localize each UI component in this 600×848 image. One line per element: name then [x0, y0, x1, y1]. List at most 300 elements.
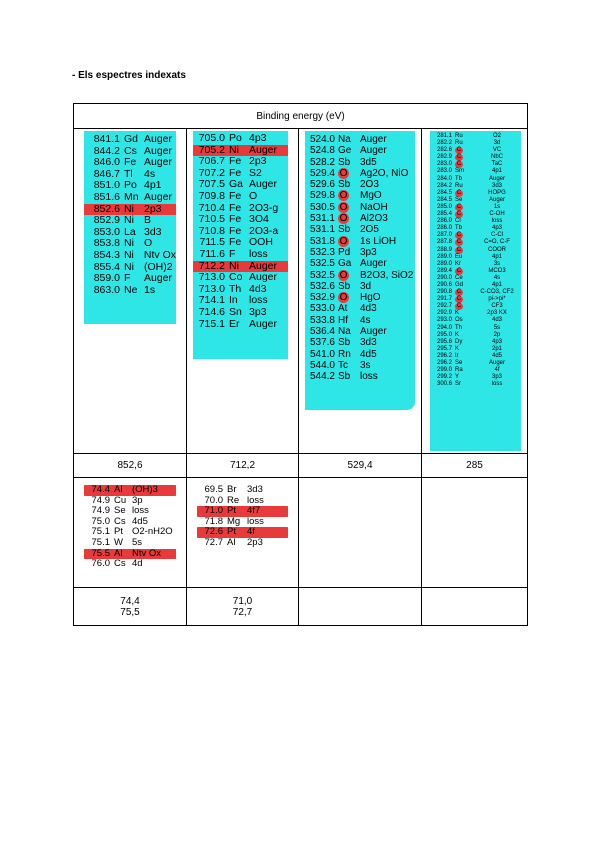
peak-label: Auger [144, 272, 173, 285]
peak-row [430, 190, 521, 197]
binding-energy: 715.1 [198, 317, 225, 330]
binding-energy: 710.5 [198, 213, 225, 226]
empty-cell [299, 478, 422, 588]
binding-energy: 289.4 [436, 267, 452, 274]
peak-row [430, 261, 521, 268]
element-symbol [338, 315, 360, 326]
element-symbol-text: Rn [338, 348, 351, 360]
element-symbol-text: Cs [114, 515, 126, 527]
element-symbol-circled: O [339, 201, 348, 213]
peak-label: 4d [132, 558, 143, 570]
element-symbol [455, 225, 473, 232]
peak-row [430, 247, 521, 254]
peak-row [305, 270, 415, 281]
peak-label: 3O4 [249, 213, 269, 226]
peak-label: 4s [493, 274, 501, 281]
peak-label: Ntv Ox [143, 248, 176, 261]
binding-energy: 529.8 [309, 190, 335, 202]
element-symbol [227, 538, 247, 549]
peak-row [430, 197, 521, 204]
binding-energy: 532.3 [309, 246, 335, 258]
element-symbol-text: Sb [338, 280, 351, 292]
element-symbol-text: Ne [124, 283, 138, 296]
element-symbol-text: Al [227, 536, 236, 548]
cell-ni-spectrum [74, 129, 187, 454]
element-symbol-circled: O [339, 235, 348, 247]
element-symbol-text: Fe [229, 166, 242, 179]
binding-energy: 544.0 [309, 359, 335, 371]
element-symbol [338, 145, 360, 156]
element-symbol-text: Fe [229, 236, 242, 249]
peak-row [430, 339, 521, 346]
element-symbol [455, 190, 473, 197]
binding-energy: 537.6 [309, 337, 335, 349]
element-symbol-circled: O [339, 269, 348, 281]
binding-energy: 711.6 [199, 247, 225, 260]
peak-row [305, 281, 415, 292]
element-symbol-text: Sb [338, 179, 351, 191]
value-pt-1: 71,0 [232, 595, 253, 607]
peak-label: pi->pi* [488, 296, 506, 303]
peak-label: Auger [144, 144, 173, 157]
element-symbol-text: K [455, 331, 460, 338]
element-symbol-circled: O [339, 213, 348, 225]
peak-label: NbC [491, 154, 504, 161]
peak-label: 2p1 [492, 345, 503, 352]
peak-label: 2O3-g [249, 201, 279, 214]
element-symbol [114, 559, 132, 570]
peak-label: 4p1 [492, 281, 503, 288]
peak-label: 3p [132, 494, 143, 506]
binding-energy: 286.0 [436, 218, 452, 225]
peak-row [430, 268, 521, 275]
binding-energy: 70.0 [204, 494, 223, 506]
element-symbol [455, 353, 473, 360]
peak-row [305, 247, 415, 258]
element-symbol-circled: C [456, 289, 462, 296]
binding-energy: 293.0 [436, 317, 452, 324]
binding-energy: 290.6 [436, 281, 452, 288]
binding-energy: 524.0 [309, 134, 335, 145]
element-symbol-text: Ce [455, 274, 463, 281]
element-symbol [338, 270, 360, 281]
peak-label: B2O3, SiO2 [360, 269, 414, 281]
al-peak-list [84, 480, 176, 583]
element-symbol [455, 247, 473, 254]
peak-label: 3s [493, 260, 501, 267]
empty-cell [422, 478, 528, 588]
peak-label: O [249, 189, 258, 202]
peak-row [430, 204, 521, 211]
peak-label: 4p3 [249, 132, 267, 144]
peak-label: (OH)2 [144, 260, 173, 273]
peak-label: NaOH [360, 201, 388, 213]
binding-energy: 536.4 [309, 326, 335, 338]
peak-row [305, 134, 415, 145]
binding-energy: 709.8 [198, 189, 225, 202]
peak-row [193, 307, 288, 319]
element-symbol [455, 147, 473, 154]
c-peak-list [430, 131, 521, 451]
peak-row [305, 292, 415, 303]
element-symbol-text: Ru [455, 140, 463, 147]
peak-label: 4f [247, 526, 255, 538]
binding-energy: 846.7 [93, 167, 120, 180]
binding-energy: 851.0 [93, 179, 120, 192]
peak-label: 4p1 [492, 253, 503, 260]
element-symbol [124, 285, 144, 297]
peak-label: 3s [360, 359, 371, 371]
peak-row [430, 374, 521, 381]
peak-row [305, 157, 415, 168]
peak-label: 4p1 [492, 168, 503, 175]
peak-label: 2p [493, 331, 501, 338]
binding-energy: 289.0 [436, 253, 452, 260]
peak-row [430, 133, 521, 140]
peak-label: 2p3 [247, 536, 263, 548]
o-peak-list [305, 131, 415, 410]
element-symbol-text: Gd [455, 281, 464, 288]
section-heading: - Els espectres indexats [72, 70, 186, 81]
binding-energy: 295.0 [436, 331, 452, 338]
peak-label: 3p3 [492, 374, 503, 381]
peak-label: 4d3 [249, 282, 267, 295]
binding-energy: 531.1 [309, 213, 335, 225]
peak-row [430, 325, 521, 332]
binding-energy: 72.7 [204, 536, 223, 548]
element-symbol-text: Sb [338, 156, 351, 168]
element-symbol-text: Cs [124, 144, 137, 157]
element-symbol [338, 247, 360, 258]
element-symbol-text: W [114, 536, 123, 548]
peak-row [430, 303, 521, 310]
peak-label: 4d3 [492, 317, 503, 324]
element-symbol-text: Re [227, 494, 240, 506]
peak-label: 3d3 [360, 337, 377, 349]
peak-row [305, 213, 415, 224]
peak-row [430, 176, 521, 183]
cell-ni-auger-spectrum [187, 129, 299, 454]
element-symbol-circled: C [456, 303, 462, 310]
binding-energy: 283.0 [436, 168, 452, 175]
binding-energy: 282.6 [436, 147, 452, 154]
element-symbol [338, 202, 360, 213]
element-symbol-text: Gd [124, 133, 139, 145]
element-symbol-circled: O [339, 167, 348, 179]
element-symbol [338, 371, 360, 382]
element-symbol-circled: C [456, 246, 462, 253]
element-symbol-circled: C [456, 267, 462, 274]
element-symbol-text: Ni [124, 260, 134, 273]
binding-energy: 541.0 [309, 348, 335, 360]
binding-energy: 532.6 [309, 280, 335, 292]
element-symbol [455, 197, 473, 204]
element-symbol-text: Ga [229, 178, 244, 191]
element-symbol-text: Y [455, 374, 460, 381]
element-symbol [455, 346, 473, 353]
peak-label: loss [247, 494, 264, 506]
value-pt-2: 72,7 [232, 606, 253, 618]
peak-row [430, 353, 521, 360]
peak-label: loss [132, 505, 149, 517]
peak-row [430, 317, 521, 324]
peak-label: 3d3 [492, 182, 503, 189]
peak-label: loss [491, 218, 503, 225]
binding-energy: 71.8 [204, 515, 223, 527]
element-symbol [455, 176, 473, 183]
element-symbol-text: Al [114, 547, 123, 559]
peak-row [305, 315, 415, 326]
peak-label: 4s [360, 314, 371, 326]
element-symbol-circled: C [456, 203, 462, 210]
peak-row [430, 381, 521, 388]
element-symbol-text: In [229, 294, 238, 307]
table-header: Binding energy (eV) [74, 104, 528, 129]
element-symbol [338, 179, 360, 190]
element-symbol-text: Fe [229, 201, 242, 214]
binding-energy: 75.1 [91, 526, 110, 538]
peak-label: loss [360, 371, 378, 383]
peak-row [430, 168, 521, 175]
element-symbol [455, 261, 473, 268]
binding-energy: 284.2 [436, 182, 452, 189]
peak-label: Auger [249, 317, 278, 330]
peak-label: 4p1 [144, 179, 162, 192]
binding-energy: 532.5 [309, 269, 335, 281]
binding-energy: 713.0 [198, 271, 225, 284]
binding-energy: 299.2 [436, 374, 452, 381]
element-symbol [455, 289, 473, 296]
binding-energy: 841.1 [93, 133, 120, 145]
element-symbol-text: Ge [338, 145, 352, 157]
element-symbol-text: Fe [124, 156, 137, 169]
binding-energy: 69.5 [204, 484, 223, 495]
binding-energy: 530.5 [309, 201, 335, 213]
peak-label: 3d [493, 140, 501, 147]
peak-label: 4d3 [360, 303, 377, 315]
binding-energy: 705.0 [198, 132, 225, 144]
element-symbol-text: Tb [455, 175, 463, 182]
binding-energy: 712.2 [198, 259, 225, 272]
peak-label: Auger [249, 271, 278, 284]
peak-label: MCO3 [488, 267, 506, 274]
binding-energy: 291.7 [436, 296, 452, 303]
element-symbol [455, 232, 473, 239]
peak-row [430, 367, 521, 374]
empty-cell [422, 588, 528, 626]
binding-energy: 288.9 [436, 246, 452, 253]
peak-label: 5s [132, 536, 143, 548]
element-symbol-text: Cu [114, 494, 127, 506]
peak-row [84, 538, 176, 549]
peak-row [430, 289, 521, 296]
binding-energy: 852.9 [93, 214, 120, 227]
binding-energy: 710.4 [198, 201, 225, 214]
value-ni: 852,6 [74, 454, 187, 478]
binding-energy: 853.8 [93, 237, 120, 250]
peak-row [430, 275, 521, 282]
element-symbol-text: Mg [227, 515, 241, 527]
peak-row [84, 285, 176, 297]
peak-row [430, 225, 521, 232]
element-symbol [455, 317, 473, 324]
peak-label: 3d5 [360, 156, 377, 168]
peak-label: 4f7 [247, 505, 261, 517]
binding-energy: 283.0 [436, 161, 452, 168]
peak-label: Auger [144, 156, 173, 169]
peak-label: 4f [494, 367, 500, 374]
peak-row [305, 190, 415, 201]
element-symbol-text: Hf [338, 314, 348, 326]
peak-label: 2p3 KX [487, 310, 507, 317]
element-symbol [455, 239, 473, 246]
element-symbol [455, 282, 473, 289]
binding-energy: 74.9 [91, 505, 110, 517]
peak-label: 3p3 [249, 305, 267, 318]
element-symbol [338, 326, 360, 337]
element-symbol-text: Tc [338, 359, 348, 371]
binding-energy: 851.6 [93, 190, 120, 203]
peak-row [305, 371, 415, 382]
binding-energy: 72.6 [204, 526, 223, 538]
binding-energy: 290.0 [436, 274, 452, 281]
element-symbol [455, 332, 473, 339]
element-symbol [338, 168, 360, 179]
element-symbol [455, 367, 473, 374]
element-symbol [338, 360, 360, 371]
peak-label: 1s LiOH [360, 235, 397, 247]
element-symbol [338, 292, 360, 303]
binding-energy: 286.0 [436, 225, 452, 232]
binding-energy: 531.8 [309, 235, 335, 247]
element-symbol [455, 154, 473, 161]
peak-label: Auger [144, 133, 173, 145]
binding-energy: 705.2 [198, 143, 225, 156]
element-symbol-text: Pt [114, 526, 123, 538]
element-symbol-text: K [455, 345, 460, 352]
element-symbol-text: Pd [338, 246, 351, 258]
element-symbol [229, 319, 249, 331]
binding-energy: 532.5 [309, 258, 335, 270]
element-symbol-text: Po [229, 132, 242, 144]
peak-label: 2p3 [249, 155, 267, 168]
element-symbol-text: Pt [227, 505, 236, 517]
binding-energy: 853.0 [93, 225, 120, 238]
element-symbol [338, 281, 360, 292]
peak-label: 4p3 [492, 225, 503, 232]
binding-energy: 282.9 [436, 154, 452, 161]
peak-label: (OH)3 [132, 484, 158, 495]
peak-label: Auger [249, 259, 278, 272]
peak-row [193, 133, 288, 145]
binding-energy: 855.4 [93, 260, 120, 273]
value-al-1: 74,4 [120, 595, 140, 607]
value-pt [187, 588, 299, 626]
element-symbol-text: Th [455, 324, 463, 331]
element-symbol-text: Ru [455, 133, 463, 139]
value-al [74, 588, 187, 626]
element-symbol-text: Ru [455, 182, 463, 189]
binding-energy: 296.2 [436, 360, 452, 366]
element-symbol [455, 325, 473, 332]
peak-label: C-Cl [491, 232, 503, 239]
peak-row [430, 254, 521, 261]
peak-label: CF3 [491, 303, 503, 310]
element-symbol-text: Er [229, 317, 240, 330]
element-symbol [338, 337, 360, 348]
element-symbol-text: Se [455, 360, 463, 366]
element-symbol [455, 310, 473, 317]
element-symbol-text: Fe [229, 189, 242, 202]
element-symbol-text: Sn [229, 305, 242, 318]
peak-row [305, 337, 415, 348]
element-symbol-text: Co [229, 271, 243, 284]
peak-label: 3d [360, 280, 372, 292]
element-symbol [455, 161, 473, 168]
element-symbol-text: Ni [124, 214, 134, 227]
binding-energy: 289.0 [436, 260, 452, 267]
element-symbol-text: At [338, 303, 348, 315]
peak-label: loss [247, 515, 264, 527]
element-symbol-text: Tb [455, 225, 463, 232]
binding-energy: 854.3 [93, 248, 120, 261]
pt-peak-list [197, 480, 288, 561]
binding-energy: 707.5 [198, 178, 225, 191]
binding-energy: 285.4 [436, 211, 452, 218]
peak-label: loss [491, 381, 503, 388]
binding-energy: 707.2 [198, 166, 225, 179]
element-symbol-text: Tl [124, 167, 133, 180]
binding-energy: 287.8 [436, 239, 452, 246]
peak-label: S2 [249, 166, 262, 179]
element-symbol-text: Ni [123, 248, 134, 261]
peak-label: 5s [493, 324, 501, 331]
element-symbol [455, 339, 473, 346]
binding-energy: 528.2 [309, 156, 335, 168]
peak-label: 3d3 [144, 225, 162, 238]
peak-label: MgO [360, 190, 382, 202]
peak-row [197, 538, 288, 549]
value-c: 285 [422, 454, 528, 478]
binding-energy: 74.9 [91, 494, 110, 506]
peak-row [430, 183, 521, 190]
binding-energy: 284.5 [436, 196, 452, 203]
peak-label: C-OH [489, 211, 505, 218]
binding-energy: 714.6 [198, 305, 225, 318]
peak-label: Auger [489, 196, 506, 203]
peak-label: HOPG [488, 189, 506, 196]
element-symbol-text: Al [114, 484, 123, 495]
peak-row [84, 559, 176, 570]
peak-row [305, 224, 415, 235]
element-symbol-text: Ni [229, 143, 239, 156]
peak-label: 2O3 [360, 179, 379, 191]
peak-label: O [144, 237, 153, 250]
element-symbol-text: Sm [455, 168, 464, 175]
peak-label: 4d5 [360, 348, 377, 360]
binding-energy: 529.4 [309, 167, 335, 179]
binding-energy: 852.6 [93, 202, 120, 215]
element-symbol-text: Fe [229, 155, 242, 168]
peak-row [430, 310, 521, 317]
element-symbol [455, 254, 473, 261]
peak-label: COOR [488, 246, 506, 253]
element-symbol [455, 374, 473, 381]
element-symbol [455, 360, 473, 367]
peak-label: 4s [144, 167, 156, 180]
binding-energy: 292.9 [436, 310, 452, 317]
element-symbol [338, 190, 360, 201]
